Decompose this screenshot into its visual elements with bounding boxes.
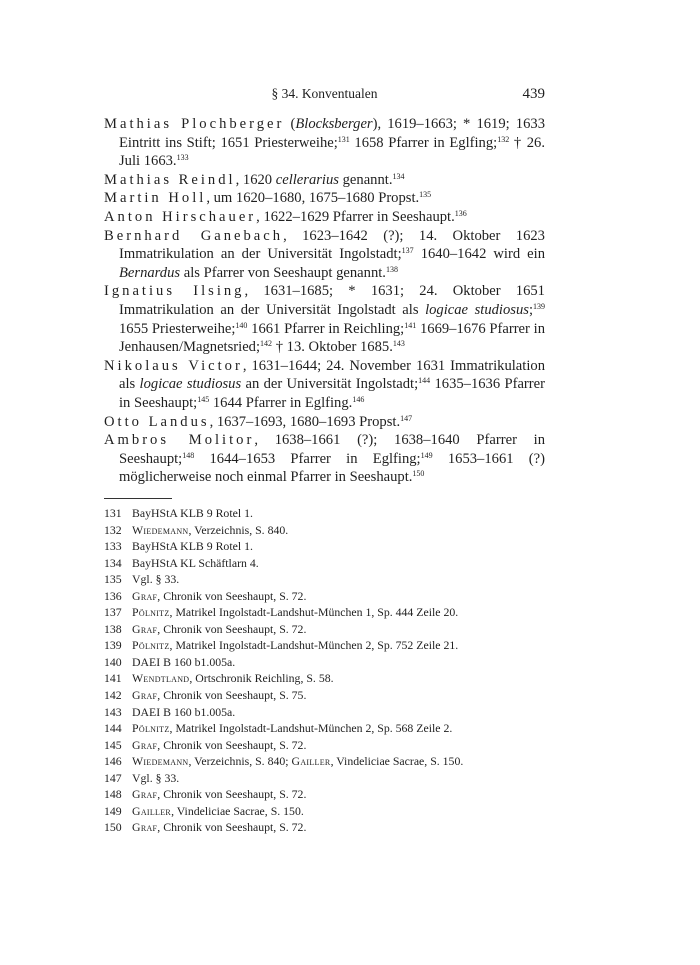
entry-text: 1658 Pfarrer in Eglfing; [349,134,498,151]
footnote-number: 150 [104,820,122,835]
footnote-text: DAEI B 160 b1.005a. [132,704,236,719]
footnote-number: 146 [104,754,122,769]
entry-text: 1644 Pfarrer in Eglfing. [209,394,353,411]
entry-text: Blocksberger [295,116,373,132]
footnote-author: Graf [132,621,158,636]
footnote-ref: 141 [404,320,417,330]
footnote-number: 136 [104,588,122,603]
footnote-number: 132 [104,522,122,537]
person-name: Ambros Molitor [104,432,255,449]
footnote-number: 140 [104,654,122,669]
footnote-ref: 140 [235,320,248,330]
footnote-number: 139 [104,638,122,653]
footnote-ref: 138 [385,264,398,274]
footnote [104,538,545,555]
footnote-text: DAEI B 160 b1.005a. [132,654,236,669]
entry-text: cellerarius [275,171,339,188]
entry-list [104,115,545,487]
footnote-number: 137 [104,605,122,620]
footnote-text: , Vindeliciae Sacrae, S. 150. [171,803,304,818]
entry-text: , 1620 [235,171,276,188]
footnote-text: , Vindeliciae Sacrae, S. 150. [330,754,464,769]
footnote-ref: 136 [454,208,467,218]
footnote-text: , Matrikel Ingolstadt-Landshut-München 2, Sp. 568 Zeile 2. [169,721,453,736]
footnote [104,555,545,572]
entry [104,208,545,227]
entry [104,115,545,171]
footnote-list [104,505,545,836]
footnote-ref: 149 [420,450,433,460]
footnote-text: Vgl. § 33. [132,770,180,785]
footnote-text: BayHStA KLB 9 Rotel 1. [132,539,253,554]
footnote-text: , Chronik von Seeshaupt, S. 75. [157,688,307,703]
person-name: Nikolaus Victor [104,357,243,374]
footnote-author: Pölnitz [132,638,170,653]
footnote-author: Graf [132,787,158,802]
footnote-text: Vgl. § 33. [132,572,180,587]
footnote [104,654,545,671]
person-name: Martin Holl [104,190,207,207]
entry [104,413,545,432]
footnote-number: 138 [104,621,122,636]
entry-text: 1655 Priesterweihe; [119,320,236,337]
entry-text: 1669–1676 Pfarrer in Jenhausen/Magnetsried; [119,320,545,356]
person-name: Bernhard Ganebach [104,227,284,244]
entry [104,171,545,190]
footnote-number: 142 [104,688,122,703]
footnote [104,704,545,721]
footnote [104,637,545,654]
entry-text: 1653–1661 (?) möglicherweise noch einmal Pfarrer in Seeshaupt. [119,450,545,486]
footnote-ref: 144 [418,376,431,386]
entry-text: , um 1620–1680, 1675–1680 Propst. [206,190,420,207]
person-name: Otto Landus [104,413,210,430]
entry-text: 1644–1653 Pfarrer in Eglfing; [194,450,421,467]
page-number: 439 [522,86,545,102]
entry-text: , 1622–1629 Pfarrer in Seeshaupt. [256,208,455,225]
entry-text: , 1637–1693, 1680–1693 Propst. [209,413,401,430]
footnote-text: , Ortschronik Reichling, S. 58. [189,671,334,686]
footnote-number: 131 [104,506,122,520]
footnote-author: Gailler [291,754,331,769]
footnote [104,571,545,588]
entry-text: ), 1619–1663; * 1619; 1633 Eintritt ins Stift; 1651 Priesterweihe; [119,116,545,151]
footnote-author: Pölnitz [132,605,170,620]
entry-text: , 1623–1642 (?); 14. Oktober 1623 Immatrikulation an der Universität Ingolstadt; [119,227,545,263]
footnote-text: BayHStA KL Schäftlarn 4. [132,555,259,570]
entry-text: 1640–1642 wird ein [413,246,546,263]
footnote [104,786,545,803]
footnote-text: , Chronik von Seeshaupt, S. 72. [157,621,307,636]
footnote-number: 141 [104,671,122,686]
footnote [104,670,545,687]
footnote-text: , Chronik von Seeshaupt, S. 72. [157,588,307,603]
person-name: Ignatius Ilsing [104,283,245,300]
footnote-ref: 133 [176,153,189,163]
footnote-author: Wiedemann [132,522,189,537]
footnote-ref: 147 [400,413,413,423]
footnote [104,720,545,737]
entry-text: ; [528,301,533,318]
footnote [104,522,545,539]
footnote-ref: 131 [337,134,350,144]
footnote-number: 145 [104,737,122,752]
entry [104,357,545,413]
footnote [104,687,545,704]
entry [104,189,545,208]
person-name: Mathias Plochberger [104,116,285,132]
footnote [104,770,545,787]
footnote-text: , Matrikel Ingolstadt-Landshut-München 2, Sp. 752 Zeile 21. [169,638,459,653]
entry-text: 1661 Pfarrer in Reichling; [247,320,405,337]
footnote-ref: 137 [401,246,414,256]
footnote-ref: 132 [497,134,510,144]
entry-text: Bernardus [119,264,181,281]
entry-text: 1635–1636 Pfarrer in Seeshaupt; [119,376,545,411]
footnote-number: 148 [104,787,122,802]
footnote-text: , Verzeichnis, S. 840. [188,522,289,537]
entry-text: genannt. [338,171,393,188]
footnote-ref: 148 [182,450,195,460]
footnote [104,588,545,605]
entry-text: , 1638–1661 (?); 1638–1640 Pfarrer in Seeshaupt; [119,432,545,467]
entry-text: logicae studiosus [425,301,529,318]
footnote [104,753,545,770]
footnote-ref: 146 [352,394,365,404]
footnote [104,604,545,621]
footnote [104,737,545,754]
section-title: § 34. Konventualen [271,86,378,101]
footnote-text: , Chronik von Seeshaupt, S. 72. [157,820,307,835]
footnote-ref: 135 [419,190,432,200]
entry-text: an der Universität Ingolstadt; [241,376,419,393]
entry [104,431,545,487]
footnote-number: 133 [104,539,122,554]
entry-text: logicae studiosus [139,376,242,393]
entry-text: , 1631–1644; 24. November 1631 Immatrikulation als [119,357,545,393]
footnote-author: Graf [132,588,158,603]
footnote-text: , Verzeichnis, S. 840; [188,754,292,769]
footnote-ref: 145 [197,394,210,404]
footnote [104,803,545,820]
entry [104,282,545,356]
footnote-number: 143 [104,704,122,719]
footnote [104,819,545,836]
entry [104,227,545,283]
running-head [104,86,545,106]
entry-text: , 1631–1685; * 1631; 24. Oktober 1651 Immatrikulation an der Universität Ingolstadt als [119,283,545,318]
footnote-ref: 150 [412,469,425,479]
footnote-author: Graf [132,820,158,835]
footnote-ref: 142 [260,339,273,349]
footnote-number: 134 [104,555,122,570]
footnote-number: 135 [104,572,122,587]
entry-text: als Pfarrer von Seeshaupt genannt. [180,264,386,281]
footnote-ref: 143 [392,339,405,349]
person-name: Anton Hirschauer [104,208,257,225]
footnote-text: , Chronik von Seeshaupt, S. 72. [157,787,307,802]
footnote-author: Graf [132,737,158,752]
entry-text: ( [284,116,296,132]
entry-text: † 13. Oktober 1685. [272,339,393,356]
footnote-ref: 139 [533,301,545,311]
footnote-author: Wendtland [132,671,190,686]
footnote-text: BayHStA KLB 9 Rotel 1. [132,506,253,520]
person-name: Mathias Reindl [104,171,236,188]
footnote [104,621,545,638]
footnote-author: Graf [132,688,158,703]
footnote-author: Gailler [132,803,172,818]
footnote-number: 144 [104,721,122,736]
footnote-number: 149 [104,803,122,818]
footnote [104,505,545,522]
footnote-rule [104,498,172,499]
footnote-text: , Matrikel Ingolstadt-Landshut-München 1, Sp. 444 Zeile 20. [169,605,459,620]
footnote-ref: 134 [392,171,405,181]
footnote-author: Pölnitz [132,721,170,736]
entry-text: † 26. Juli 1663. [119,134,545,170]
footnote-author: Wiedemann [132,754,189,769]
footnote-text: , Chronik von Seeshaupt, S. 72. [157,737,307,752]
footnote-number: 147 [104,770,122,785]
